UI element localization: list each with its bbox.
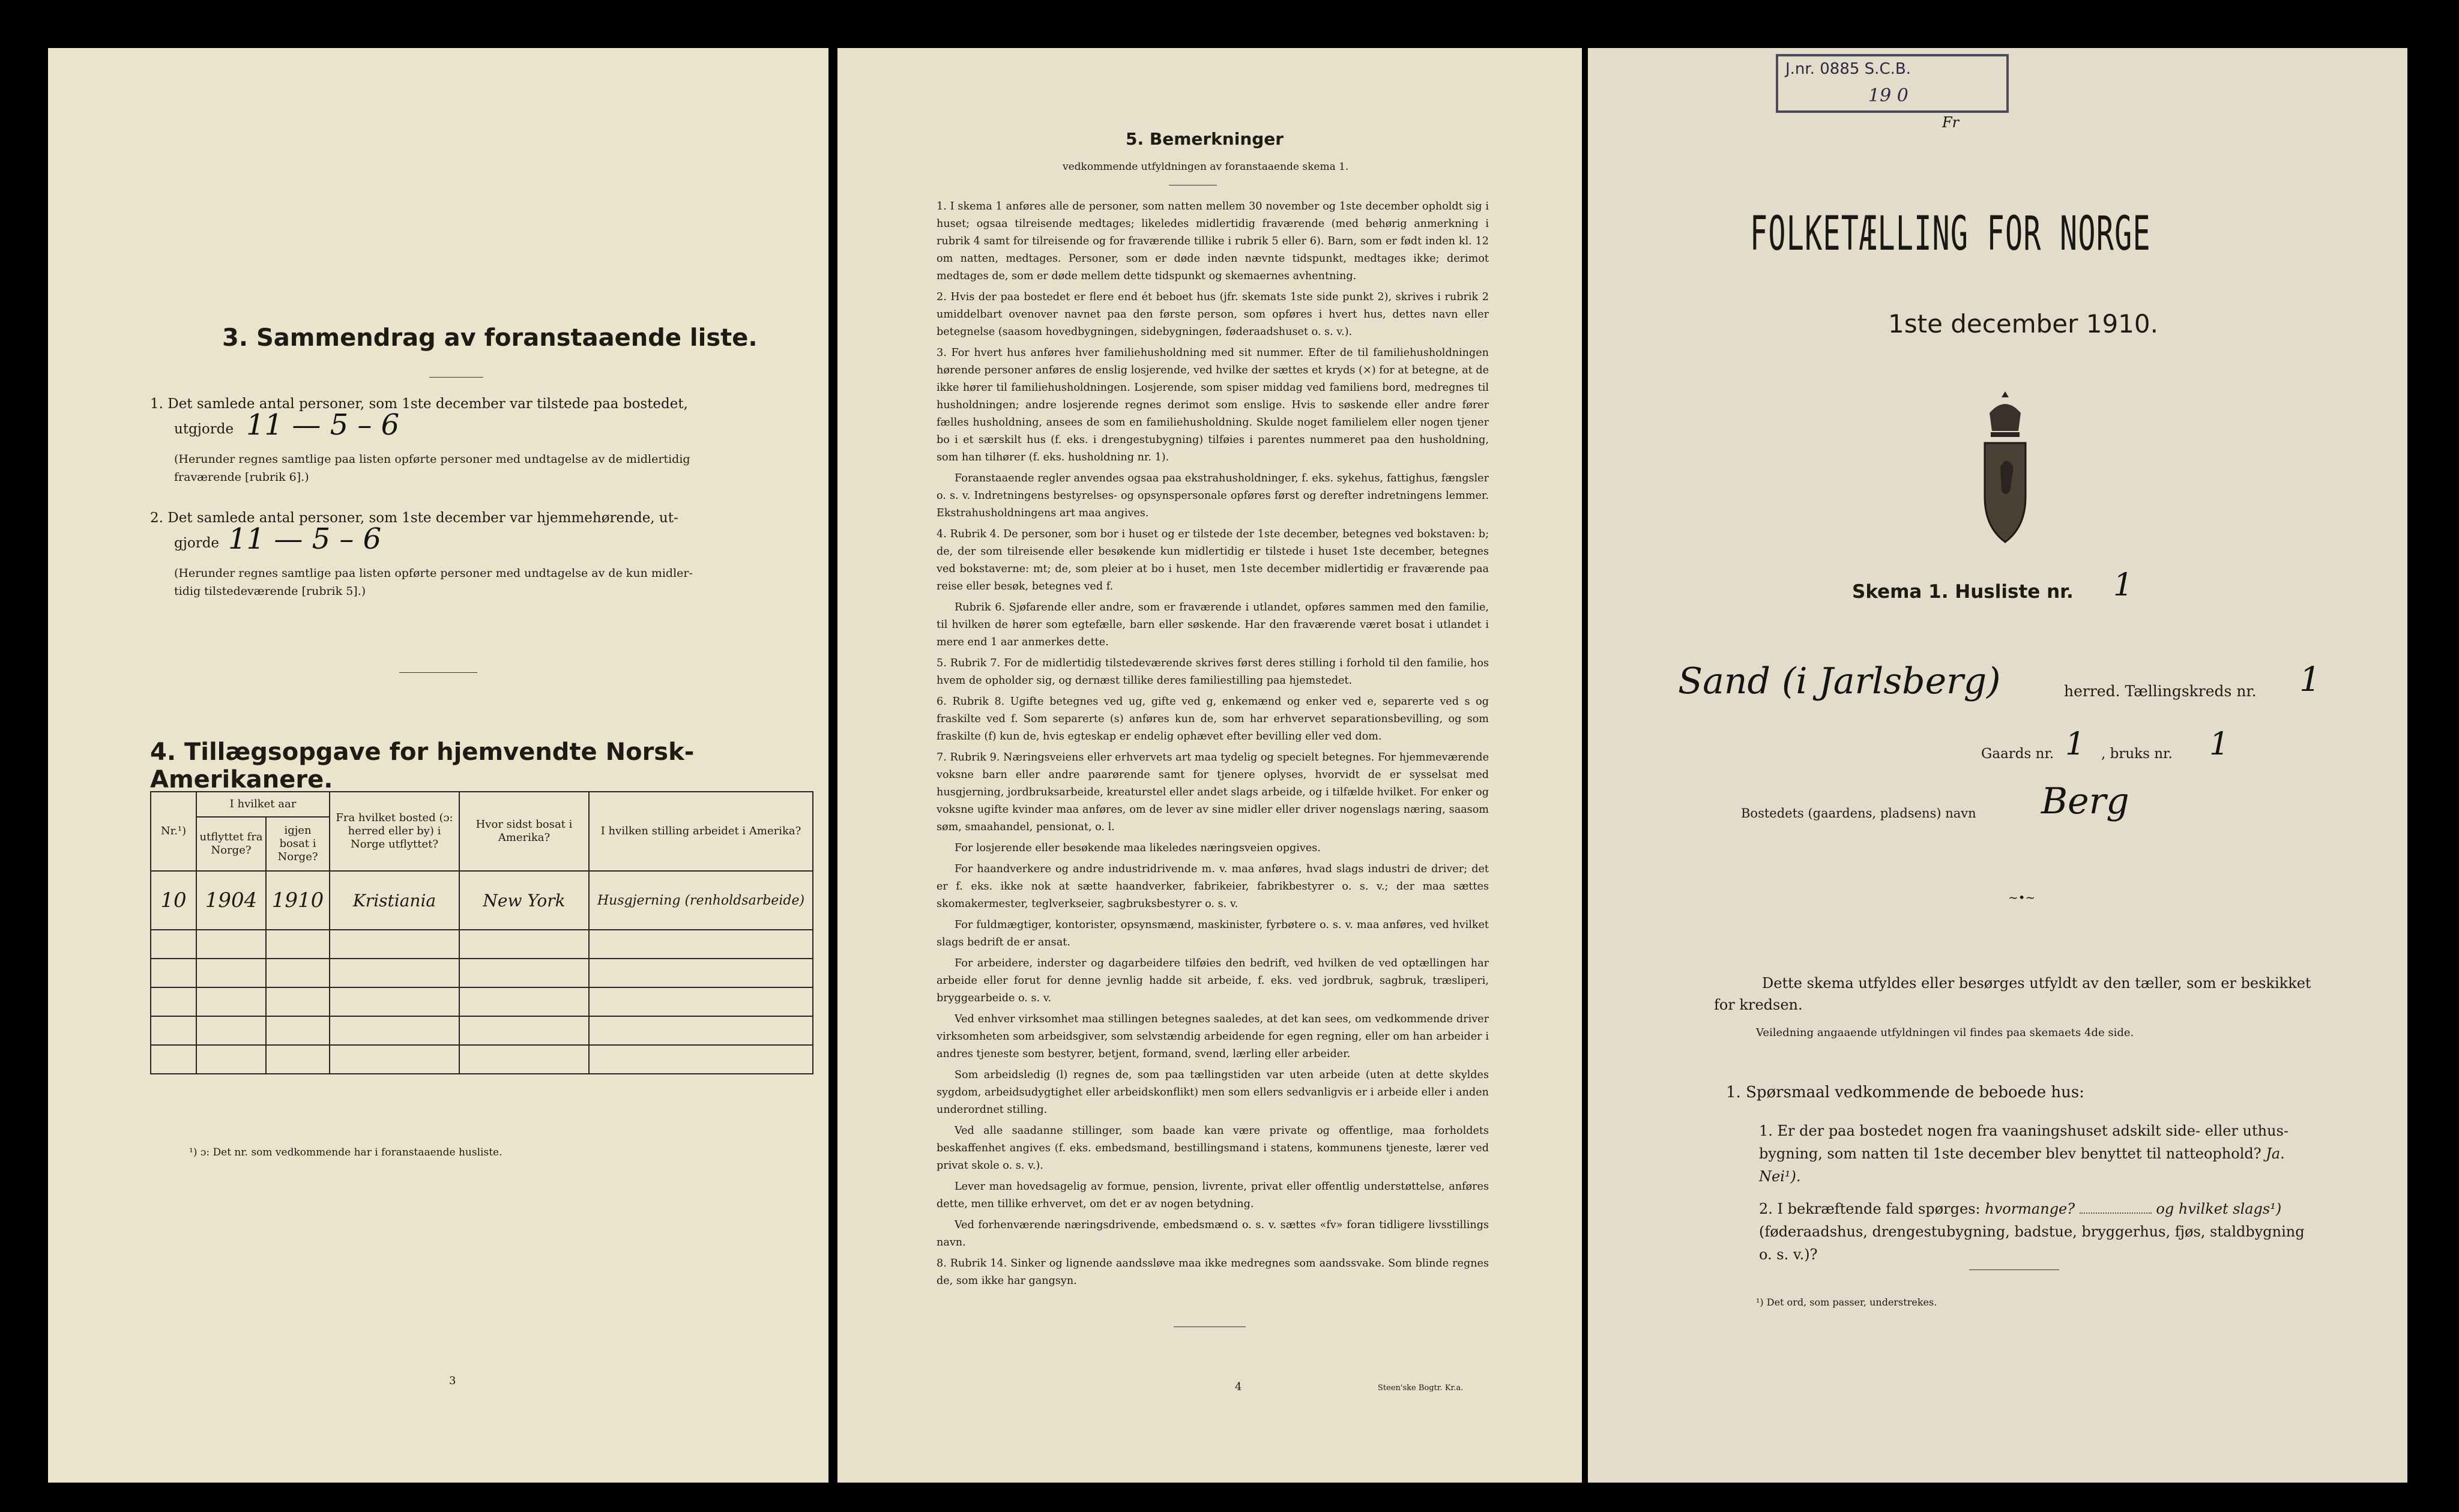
remarks-title: 5. Bemerkninger xyxy=(1126,129,1284,149)
page-1 xyxy=(1588,48,2407,1483)
table-row xyxy=(151,1045,813,1074)
header-emigrated: utflyttet fra Norge? xyxy=(196,817,266,871)
skema-label: Skema 1. Husliste nr. xyxy=(1852,581,2074,603)
table-row xyxy=(151,987,813,1016)
divider xyxy=(429,377,483,378)
remarks-body xyxy=(937,198,1489,1294)
table-header-row xyxy=(151,792,813,817)
remark-paragraph: Lever man hovedsagelig av formue, pension, livrente, privat eller offentlig understøttelse, anføres dette, men tillike erhvervet, om det er av nogen betydning. xyxy=(937,1181,1489,1210)
remark-paragraph: Foranstaaende regler anvendes ogsaa paa ekstrahusholdninger, f. eks. sykehus, fattighus, fængsler o. s. v. Indretningens bestyrelses- og opsynspersonale opføres først og derefter indretningens lemmer. Ekstrahusholdningens art maa angives. xyxy=(937,472,1489,519)
remark-paragraph: 4. Rubrik 4. De personer, som bor i huset og er tilstede der 1ste december, betegnes ved bokstaven: b; de, der som tilreisende eller besøkende kun midlertidig er tilstede i huset 1ste december, betegnes ved bokstaverne: mt; de, som pleier at bo i huset, men 1ste december midlertidig er fraværende paa reise eller besøk, betegnes ved f. xyxy=(937,528,1489,592)
answer-line xyxy=(2080,1212,2152,1214)
q2-note-line2: tidig tilstedeværende [rubrik 5].) xyxy=(174,585,366,598)
cell-returned: 1910 xyxy=(266,871,330,930)
table-row xyxy=(151,871,813,930)
reception-stamp xyxy=(1776,54,2009,113)
question-1-text: 1. Er der paa bostedet nogen fra vaaningshuset adskilt side- eller uthus-bygning, som natten til 1ste december blev benyttet til natteophold? xyxy=(1759,1122,2289,1162)
remark-paragraph: Ved forhenværende næringsdrivende, embedsmænd o. s. v. sættes «fv» foran tidligere livsstillings navn. xyxy=(937,1219,1489,1248)
table-row xyxy=(151,959,813,987)
section4-title: 4. Tillægsopgave for hjemvendte Norsk-Amerikanere. xyxy=(150,738,695,794)
bosted-label: Bostedets (gaardens, pladsens) navn xyxy=(1741,806,1976,821)
cell-america-occupation: Husgjerning (renholdsarbeide) xyxy=(589,871,813,930)
section3-title: 3. Sammendrag av foranstaaende liste. xyxy=(222,324,758,352)
question-2-examples: (føderaadshus, drengestubygning, badstue, bryggerhus, fjøs, staldbygning o. s. v.)? xyxy=(1759,1223,2305,1263)
header-returned: igjen bosat i Norge? xyxy=(266,817,330,871)
remark-paragraph: For haandverkere og andre industridrivende m. v. maa anføres, hvad slags industri de driver; det er f. eks. ikke nok at sætte haandverker, fabrikeier, fabrikbestyrer o. s. v.; der maa sættes skomakermester, teglverkseier, sagbruksbestyrer o. s. v. xyxy=(937,863,1489,910)
question-2-text: 2. I bekræftende fald spørges: xyxy=(1759,1200,1981,1217)
cell-origin: Kristiania xyxy=(330,871,459,930)
page-number: 3 xyxy=(449,1375,456,1387)
remark-paragraph: 6. Rubrik 8. Ugifte betegnes ved ug, gifte ved g, enkemænd og enker ved e, separerte ved s og fraskilte ved f. Som separerte (s) anføres kun de, som har erhvervet separationsbevilling, og som fraskilte (f) kun de, hvis egteskap er endelig ophævet efter bevilling eller ved dom. xyxy=(937,696,1489,742)
table-row xyxy=(151,930,813,959)
page-4 xyxy=(837,48,1582,1483)
cell-nr: 10 xyxy=(151,871,196,930)
bosted-answer: Berg xyxy=(2041,780,2129,822)
q2-note-line1: (Herunder regnes samtlige paa listen opførte personer med undtagelse av de kun midler- xyxy=(174,567,693,580)
question-2 xyxy=(1759,1197,2320,1266)
question-2-hvormange: hvormange? xyxy=(1985,1200,2075,1217)
questions-header: 1. Spørsmaal vedkommende de beboede hus: xyxy=(1726,1083,2084,1101)
q2-answer: 11 — 5 – 6 xyxy=(228,522,382,556)
remark-paragraph: Ved enhver virksomhet maa stillingen betegnes saaledes, at det kan sees, om vedkommende driver virksomheten som arbeidsgiver, som selvstændig arbeidende for egen regning, eller om han arbeider i andres tjeneste som bestyrer, betjent, formand, svend, lærling eller arbeider. xyxy=(937,1013,1489,1060)
ornament-icon: ~•~ xyxy=(2008,890,2036,905)
remark-paragraph: 3. For hvert hus anføres hver familiehusholdning med sit nummer. Efter de til familiehusholdningen hørende personer anføres de enslig losjerende, ved hvilke der sættes et kryds (×) for at betegne, at de ikke hører til familiehusholdningen. Losjerende, som spiser middag ved familiens bord, medregnes til husholdningen; andre losjerende regnes derimot som enslige. Hvis to søskende eller andre fører fælles husholdning, ansees de som en familiehusholdning. Skulde noget familielem eller nogen tjener bo i et særskilt hus (f. eks. i drengestubygning) tilføies i parentes nummeret paa den husholdning, som han tilhører (f. eks. husholdning nr. 1). xyxy=(937,347,1489,463)
census-date: 1ste december 1910. xyxy=(1888,309,2158,339)
kreds-answer: 1 xyxy=(2299,660,2321,699)
gaards-label: Gaards nr. xyxy=(1981,746,2054,762)
gaards-answer: 1 xyxy=(2065,726,2086,762)
footnote: ¹) ɔ: Det nr. som vedkommende har i foranstaaende husliste. xyxy=(189,1146,502,1158)
q1-note-line1: (Herunder regnes samtlige paa listen opførte personer med undtagelse av de midlertidig xyxy=(174,453,690,466)
remark-paragraph: For fuldmægtiger, kontorister, opsynsmænd, maskinister, fyrbøtere o. s. v. maa anføres, ved hvilket slags bedrift de er ansat. xyxy=(937,919,1489,948)
returnees-table xyxy=(150,791,813,1074)
q1-text: 1. Det samlede antal personer, som 1ste december var tilstede paa bostedet, xyxy=(150,396,688,412)
bruks-label: , bruks nr. xyxy=(2101,746,2173,762)
remark-paragraph: 7. Rubrik 9. Næringsveiens eller erhvervets art maa tydelig og specielt betegnes. For hjemmeværende voksne barn eller andre paarørende samt for tjenere oplyses, hvorvidt de er sysselsat med husgjerning, jordbruksarbeide, kreaturstel eller andet slags arbeide, og i tilfælde hvilket. For enker og voksne ugifte kvinder maa anføres, om de lever av sine midler eller driver nogenslags næring, saasom søm, smaahandel, pensionat, o. l. xyxy=(937,751,1489,833)
q1-prefix: utgjorde xyxy=(174,421,234,437)
remark-paragraph: Rubrik 6. Sjøfarende eller andre, som er fraværende i utlandet, opføres sammen med den familie, til hvilken de hører som egtefælle, barn eller søskende. Har den fraværende været bosat i utlandet i mere end 1 aar anmerkes dette. xyxy=(937,601,1489,648)
remarks-subtitle: vedkommende utfyldningen av foranstaaende skema 1. xyxy=(1063,161,1349,173)
q1-note-line2: fraværende [rubrik 6].) xyxy=(174,471,309,484)
skema-answer: 1 xyxy=(2113,567,2134,603)
footnote: ¹) Det ord, som passer, understrekes. xyxy=(1756,1297,1937,1308)
q2-prefix: gjorde xyxy=(174,535,220,551)
remark-paragraph: 5. Rubrik 7. For de midlertidig tilstedeværende skrives først deres stilling i forhold til den familie, hos hvem de opholder sig, og dernæst tillike deres familiestilling paa hjemstedet. xyxy=(937,657,1489,687)
stamp-note: Fr xyxy=(1942,114,1960,131)
header-america-residence: Hvor sidst bosat i Amerika? xyxy=(459,792,589,871)
remark-paragraph: 2. Hvis der paa bostedet er flere end ét beboet hus (jfr. skemats 1ste side punkt 2), skrives i rubrik 2 umiddelbart ovenover navnet paa den første person, som opføres i hvert hus, dettes navn eller betegnelse (saasom hovedbygningen, sidebygningen, føderaadshuset o. s. v.). xyxy=(937,291,1489,338)
table-row xyxy=(151,1016,813,1045)
instruction-text: Dette skema utfyldes eller besørges utfyldt av den tæller, som er beskikket for kredsen. xyxy=(1714,975,2311,1013)
remark-paragraph: Som arbeidsledig (l) regnes de, som paa tællingstiden var uten arbeide (uten at dette skyldes sygdom, arbeidsudygtighet eller arbeidskonflikt) men som ellers sedvanligvis er i arbeide eller i anden underordnet stilling. xyxy=(937,1069,1489,1116)
census-title: FOLKETÆLLING FOR NORGE xyxy=(1750,207,2151,261)
question-1 xyxy=(1759,1119,2320,1188)
stamp-number: J.nr. 0885 S.C.B. xyxy=(1785,60,1911,78)
bruks-answer: 1 xyxy=(2209,726,2230,762)
page-number: 4 xyxy=(1235,1381,1242,1393)
page-3 xyxy=(48,48,828,1483)
question-2-slags: og hvilket slags¹) xyxy=(2156,1200,2282,1217)
coat-of-arms-icon xyxy=(1976,389,2034,551)
remark-paragraph: For losjerende eller besøkende maa likeledes næringsveien opgives. xyxy=(955,842,1321,854)
remark-paragraph: 1. I skema 1 anføres alle de personer, som natten mellem 30 november og 1ste december opholdt sig i huset; ogsaa tilreisende medtages; likeledes midlertidig fraværende (med behørig anmerkning i rubrik 4 samt for tilreisende og for fraværende tillike i rubrik 5 eller 6). Barn, som er født inden kl. 12 om natten, medtages. Personer, som er døde inden nævnte tidspunkt, medtages ikke; derimot medtages de, som er døde mellem dette tidspunkt og skemaernes avhentning. xyxy=(937,200,1489,282)
remark-paragraph: 8. Rubrik 14. Sinker og lignende aandssløve maa ikke medregnes som aandssvake. Som blinde regnes de, som ikke har gangsyn. xyxy=(937,1257,1489,1287)
printer-credit: Steen'ske Bogtr. Kr.a. xyxy=(1378,1384,1464,1393)
remark-paragraph: Ved alle saadanne stillinger, som baade kan være private og offentlige, maa forholdets beskaffenhet angives (f. eks. embedsmand, bestillingsmand i statens, kommunens tjeneste, lærer ved privat skole o. s. v.). xyxy=(937,1125,1489,1172)
stamp-year: 19 0 xyxy=(1868,85,1908,106)
q1-answer: 11 — 5 – 6 xyxy=(246,408,400,442)
header-origin: Fra hvilket bosted (ɔ: herred eller by) i Norge utflyttet? xyxy=(330,792,459,871)
header-nr: Nr.¹) xyxy=(151,792,196,871)
instruction-note: Veiledning angaaende utfyldningen vil findes paa skemaets 4de side. xyxy=(1756,1026,2134,1039)
herred-answer: Sand (i Jarlsberg) xyxy=(1678,660,2001,702)
cell-emigrated: 1904 xyxy=(196,871,266,930)
question-1-answer: Ja. Nei¹). xyxy=(1759,1145,2285,1185)
q2-text: 2. Det samlede antal personer, som 1ste december var hjemmehørende, ut- xyxy=(150,510,678,526)
remark-paragraph: For arbeidere, inderster og dagarbeidere tilføies den bedrift, ved hvilken de ved optællingen har arbeide eller forut for denne jevnlig hadde sit arbeide, f. eks. ved jordbruk, sagbruk, træsliperi, bryggearbeide o. s. v. xyxy=(937,957,1489,1004)
header-america-occupation: I hvilken stilling arbeidet i Amerika? xyxy=(589,792,813,871)
cell-america-residence: New York xyxy=(459,871,589,930)
herred-label: herred. Tællingskreds nr. xyxy=(2064,682,2257,700)
divider xyxy=(399,672,477,673)
header-year-group: I hvilket aar xyxy=(196,792,330,817)
